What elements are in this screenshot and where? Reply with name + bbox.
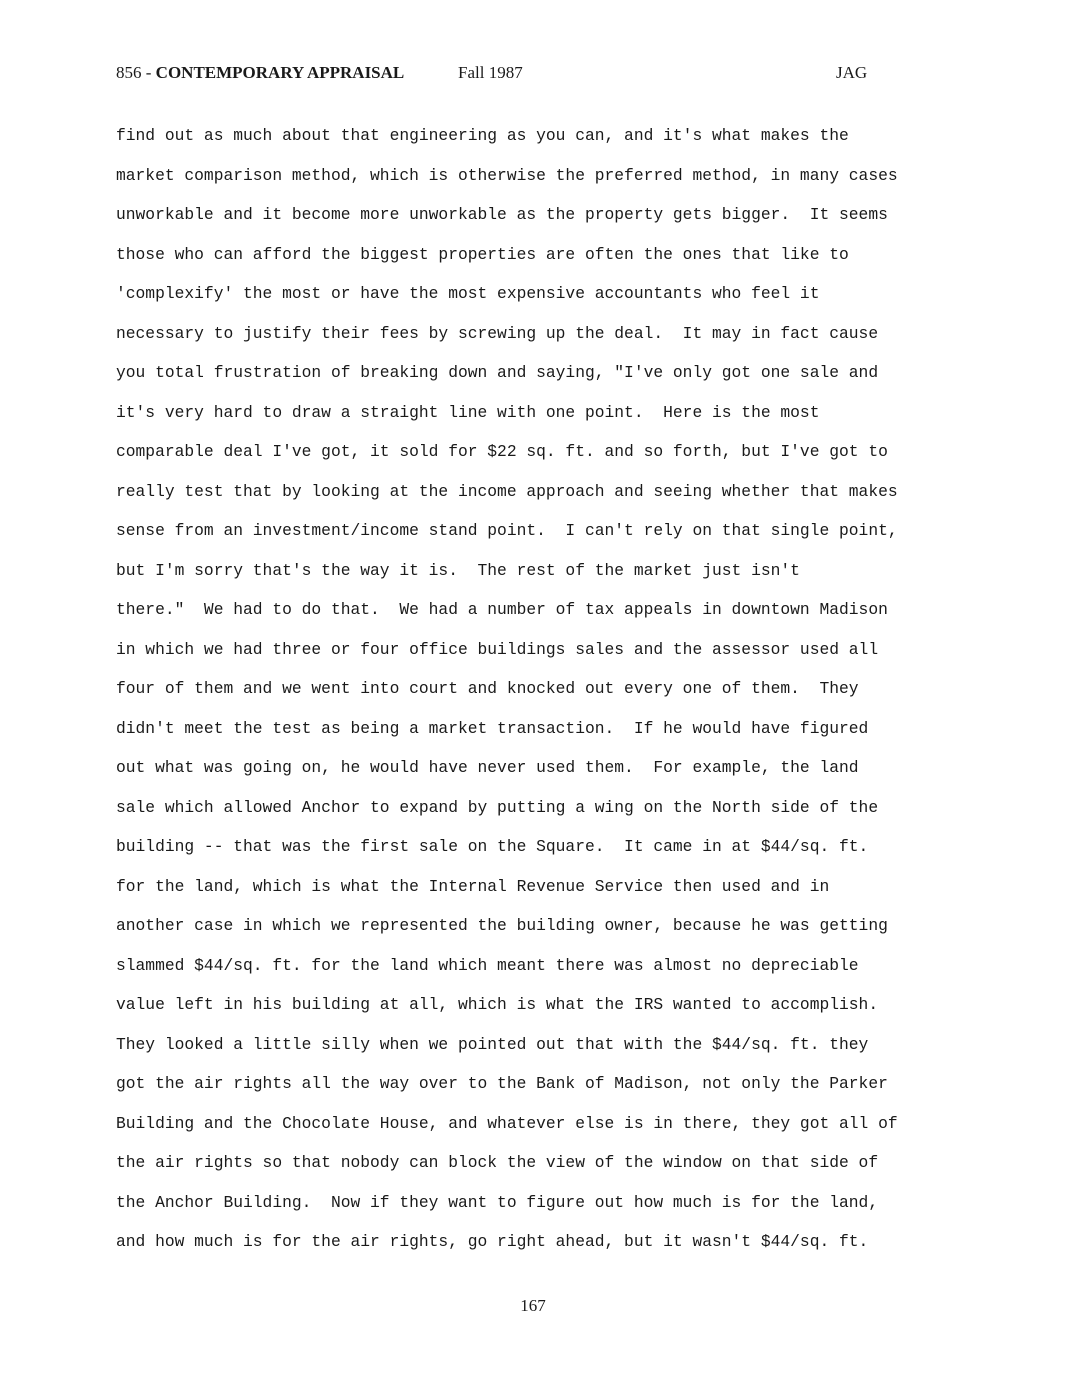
page-number: 167 — [520, 1296, 546, 1315]
text-line: market comparison method, which is otherwise the preferred method, in many cases — [116, 165, 898, 185]
text-line: comparable deal I've got, it sold for $22 sq. ft. and so forth, but I've got to — [116, 442, 888, 461]
course-number: 856 - — [116, 63, 156, 82]
text-line: but I'm sorry that's the way it is. The rest of the market just isn't — [116, 560, 800, 580]
text-line: slammed $44/sq. ft. for the land which meant there was almost no depreciable — [116, 955, 859, 975]
text-line: it's very hard to draw a straight line with one point. Here is the most — [116, 402, 820, 422]
term-label: Fall 1987 — [458, 63, 523, 82]
text-line: 'complexify' the most or have the most expensive accountants who feel it — [116, 284, 820, 303]
text-line: four of them and we went into court and knocked out every one of them. They — [116, 679, 859, 698]
text-line: in which we had three or four office buildings sales and the assessor used all — [116, 639, 879, 659]
text-line: out what was going on, he would have never used them. For example, the land — [116, 758, 859, 777]
text-line: the Anchor Building. Now if they want to figure out how much is for the land, — [116, 1192, 879, 1212]
text-line: sale which allowed Anchor to expand by putting a wing on the North side of the — [116, 797, 879, 817]
text-line: and how much is for the air rights, go right ahead, but it wasn't $44/sq. ft. — [116, 1232, 869, 1251]
text-line: didn't meet the test as being a market transaction. If he would have figured — [116, 718, 869, 738]
text-line: find out as much about that engineering as you can, and it's what makes the — [116, 126, 849, 145]
text-line: the air rights so that nobody can block the view of the window on that side of — [116, 1153, 879, 1172]
text-line: value left in his building at all, which is what the IRS wanted to accomplish. — [116, 995, 879, 1014]
page-header — [0, 60, 1066, 86]
text-line: building -- that was the first sale on the Square. It came in at $44/sq. ft. — [116, 837, 869, 856]
text-line: those who can afford the biggest properties are often the ones that like to — [116, 244, 849, 264]
text-line: sense from an investment/income stand point. I can't rely on that single point, — [116, 521, 898, 540]
text-line: necessary to justify their fees by screwing up the deal. It may in fact cause — [116, 323, 879, 343]
text-line: another case in which we represented the building owner, because he was getting — [116, 916, 888, 935]
course-title: CONTEMPORARY APPRAISAL — [155, 63, 405, 82]
text-line: for the land, which is what the Internal Revenue Service then used and in — [116, 876, 830, 896]
transcript-body — [116, 119, 1016, 1265]
text-line: unworkable and it become more unworkable as the property gets bigger. It seems — [116, 205, 888, 224]
author-initials: JAG — [836, 63, 868, 82]
text-line: you total frustration of breaking down and saying, "I've only got one sale and — [116, 363, 879, 382]
text-line: really test that by looking at the income approach and seeing whether that makes — [116, 481, 898, 501]
text-line: got the air rights all the way over to the Bank of Madison, not only the Parker — [116, 1074, 888, 1093]
text-line: They looked a little silly when we pointed out that with the $44/sq. ft. they — [116, 1034, 869, 1054]
course-heading — [116, 63, 404, 83]
text-line: Building and the Chocolate House, and whatever else is in there, they got all of — [116, 1113, 898, 1133]
text-line: there." We had to do that. We had a number of tax appeals in downtown Madison — [116, 600, 888, 619]
